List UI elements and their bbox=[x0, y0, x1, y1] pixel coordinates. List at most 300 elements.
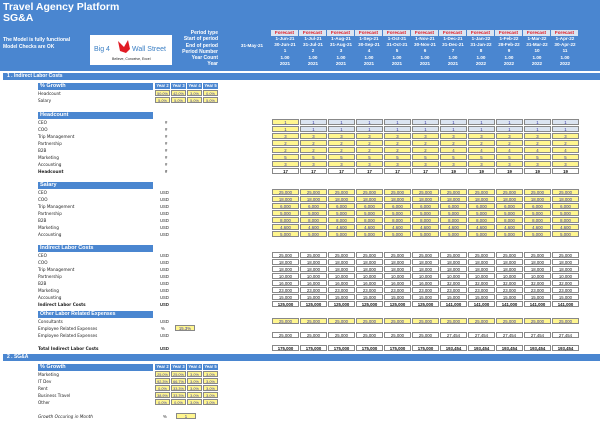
input-cell[interactable]: 38.9% bbox=[155, 392, 170, 398]
cell[interactable]: 15,000 bbox=[496, 294, 523, 300]
cell[interactable]: 23,000 bbox=[328, 287, 355, 293]
cell[interactable]: 25,000 bbox=[328, 252, 355, 258]
cell[interactable]: 6,000 bbox=[384, 203, 411, 209]
cell[interactable]: 25,000 bbox=[328, 332, 355, 338]
cell[interactable]: 18,000 bbox=[300, 259, 327, 265]
cell[interactable]: 3 bbox=[468, 133, 495, 139]
cell[interactable]: 10,000 bbox=[384, 273, 411, 279]
cell[interactable]: 25,000 bbox=[300, 252, 327, 258]
cell[interactable]: 25,000 bbox=[272, 252, 299, 258]
cell[interactable]: 5,000 bbox=[300, 210, 327, 216]
cell[interactable]: 8,000 bbox=[496, 217, 523, 223]
cell[interactable]: 18,000 bbox=[468, 196, 495, 202]
cell[interactable]: 4,600 bbox=[468, 224, 495, 230]
cell[interactable]: 3 bbox=[496, 161, 523, 167]
cell[interactable]: 1 bbox=[412, 126, 439, 132]
cell[interactable]: 1 bbox=[300, 126, 327, 132]
cell[interactable]: 4 bbox=[440, 147, 467, 153]
cell[interactable]: 10,000 bbox=[412, 273, 439, 279]
cell[interactable]: 18,000 bbox=[356, 259, 383, 265]
cell[interactable]: 193,454 bbox=[524, 345, 551, 351]
cell[interactable]: 27,454 bbox=[440, 332, 467, 338]
cell[interactable]: 2 bbox=[328, 140, 355, 146]
cell[interactable]: 5 bbox=[384, 154, 411, 160]
cell[interactable]: 18,000 bbox=[356, 266, 383, 272]
cell[interactable]: 125,000 bbox=[300, 301, 327, 307]
cell[interactable]: 17 bbox=[272, 168, 299, 174]
cell[interactable]: 25,000 bbox=[272, 189, 299, 195]
cell[interactable]: 15,000 bbox=[356, 294, 383, 300]
cell[interactable]: 5,000 bbox=[496, 210, 523, 216]
cell[interactable]: 4,600 bbox=[524, 224, 551, 230]
section-indirect-labor[interactable]: 1 . Indirect Labor Costs bbox=[3, 73, 600, 80]
cell[interactable]: 2 bbox=[524, 140, 551, 146]
cell[interactable]: 2 bbox=[272, 147, 299, 153]
cell[interactable]: 5,000 bbox=[356, 210, 383, 216]
cell[interactable]: 25,000 bbox=[300, 189, 327, 195]
cell[interactable]: 3 bbox=[272, 133, 299, 139]
cell[interactable]: 5,000 bbox=[552, 231, 579, 237]
cell[interactable]: 15,000 bbox=[272, 294, 299, 300]
cell[interactable]: 18,000 bbox=[552, 259, 579, 265]
cell[interactable]: 125,000 bbox=[272, 301, 299, 307]
cell[interactable]: 2 bbox=[300, 140, 327, 146]
cell[interactable]: 6,000 bbox=[524, 203, 551, 209]
cell[interactable]: 175,000 bbox=[300, 345, 327, 351]
cell[interactable]: 1 bbox=[328, 119, 355, 125]
cell[interactable]: 25,000 bbox=[496, 189, 523, 195]
cell[interactable]: 25,000 bbox=[412, 189, 439, 195]
cell[interactable]: 1 bbox=[468, 119, 495, 125]
cell[interactable]: 2 bbox=[496, 140, 523, 146]
cell[interactable]: 25,000 bbox=[384, 318, 411, 324]
cell[interactable]: 19 bbox=[440, 168, 467, 174]
cell[interactable]: 25,000 bbox=[524, 318, 551, 324]
cell[interactable]: 10,000 bbox=[300, 273, 327, 279]
cell[interactable]: 25,000 bbox=[300, 318, 327, 324]
cell[interactable]: 2 bbox=[384, 140, 411, 146]
cell[interactable]: 18,000 bbox=[468, 266, 495, 272]
cell[interactable]: 23,000 bbox=[524, 287, 551, 293]
cell[interactable]: 3 bbox=[412, 133, 439, 139]
cell[interactable]: 25,000 bbox=[412, 252, 439, 258]
input-cell[interactable]: 0.0% bbox=[171, 399, 186, 405]
cell[interactable]: 8,000 bbox=[468, 217, 495, 223]
cell[interactable]: 25,000 bbox=[328, 189, 355, 195]
cell[interactable]: 23,000 bbox=[440, 287, 467, 293]
cell[interactable]: 18,000 bbox=[272, 196, 299, 202]
input-cell[interactable]: 3.0% bbox=[203, 371, 218, 377]
cell[interactable]: 18,000 bbox=[384, 266, 411, 272]
cell[interactable]: 16,000 bbox=[300, 280, 327, 286]
cell[interactable]: 5,000 bbox=[328, 210, 355, 216]
cell[interactable]: 1 bbox=[384, 126, 411, 132]
cell[interactable]: 32,000 bbox=[496, 280, 523, 286]
cell[interactable]: 25,000 bbox=[496, 318, 523, 324]
cell[interactable]: 5,000 bbox=[440, 210, 467, 216]
cell[interactable]: 23,000 bbox=[272, 287, 299, 293]
cell[interactable]: 18,000 bbox=[328, 266, 355, 272]
cell[interactable]: 15,000 bbox=[440, 294, 467, 300]
input-cell[interactable]: 3.0% bbox=[187, 399, 202, 405]
cell[interactable]: 3 bbox=[300, 133, 327, 139]
cell[interactable]: 8,000 bbox=[328, 217, 355, 223]
cell[interactable]: 32,000 bbox=[468, 280, 495, 286]
cell[interactable]: 1 bbox=[440, 126, 467, 132]
cell[interactable]: 125,000 bbox=[384, 301, 411, 307]
cell[interactable]: 4,600 bbox=[412, 224, 439, 230]
cell[interactable]: 16,000 bbox=[412, 280, 439, 286]
cell[interactable]: 3 bbox=[412, 161, 439, 167]
cell[interactable]: 10,000 bbox=[272, 273, 299, 279]
cell[interactable]: 1 bbox=[356, 119, 383, 125]
input-cell[interactable]: 5.0% bbox=[171, 97, 186, 103]
input-cell[interactable]: 50.0% bbox=[155, 90, 170, 96]
input-cell[interactable]: 0.0% bbox=[155, 385, 170, 391]
input-cell[interactable]: 3.0% bbox=[203, 378, 218, 384]
cell[interactable]: 10,000 bbox=[440, 273, 467, 279]
cell[interactable]: 175,000 bbox=[356, 345, 383, 351]
cell[interactable]: 5 bbox=[496, 154, 523, 160]
cell[interactable]: 25,000 bbox=[552, 318, 579, 324]
cell[interactable]: 5 bbox=[468, 154, 495, 160]
input-cell[interactable]: 3.0% bbox=[203, 385, 218, 391]
cell[interactable]: 193,454 bbox=[468, 345, 495, 351]
cell[interactable]: 141,000 bbox=[440, 301, 467, 307]
cell[interactable]: 25,000 bbox=[440, 318, 467, 324]
cell[interactable]: 16,000 bbox=[384, 280, 411, 286]
cell[interactable]: 25,000 bbox=[384, 189, 411, 195]
cell[interactable]: 15,000 bbox=[384, 294, 411, 300]
cell[interactable]: 18,000 bbox=[272, 266, 299, 272]
cell[interactable]: 5,000 bbox=[272, 231, 299, 237]
cell[interactable]: 23,000 bbox=[384, 287, 411, 293]
cell[interactable]: 18,000 bbox=[412, 259, 439, 265]
cell[interactable]: 25,000 bbox=[356, 332, 383, 338]
cell[interactable]: 5 bbox=[356, 154, 383, 160]
input-cell[interactable]: 0.0% bbox=[203, 90, 218, 96]
cell[interactable]: 18,000 bbox=[440, 259, 467, 265]
cell[interactable]: 1 bbox=[468, 126, 495, 132]
cell[interactable]: 25,000 bbox=[524, 252, 551, 258]
cell[interactable]: 18,000 bbox=[300, 266, 327, 272]
cell[interactable]: 141,000 bbox=[524, 301, 551, 307]
cell[interactable]: 18,000 bbox=[496, 259, 523, 265]
cell[interactable]: 5,000 bbox=[356, 231, 383, 237]
cell[interactable]: 5 bbox=[300, 154, 327, 160]
cell[interactable]: 16,000 bbox=[356, 280, 383, 286]
input-cell[interactable]: 33.3% bbox=[171, 392, 186, 398]
cell[interactable]: 18,000 bbox=[412, 266, 439, 272]
cell[interactable]: 25,000 bbox=[468, 189, 495, 195]
cell[interactable]: 5,000 bbox=[272, 210, 299, 216]
cell[interactable]: 18,000 bbox=[468, 259, 495, 265]
cell[interactable]: 27,454 bbox=[496, 332, 523, 338]
cell[interactable]: 2 bbox=[356, 147, 383, 153]
input-cell[interactable]: 3.0% bbox=[187, 371, 202, 377]
cell[interactable]: 27,454 bbox=[524, 332, 551, 338]
section-sga[interactable]: 2 . SG&A bbox=[3, 354, 600, 361]
cell[interactable]: 141,000 bbox=[496, 301, 523, 307]
cell[interactable]: 15,000 bbox=[412, 294, 439, 300]
cell[interactable]: 27,454 bbox=[468, 332, 495, 338]
cell[interactable]: 4,600 bbox=[328, 224, 355, 230]
cell[interactable]: 3 bbox=[300, 161, 327, 167]
cell[interactable]: 18,000 bbox=[300, 196, 327, 202]
cell[interactable]: 2 bbox=[272, 140, 299, 146]
cell[interactable]: 17 bbox=[300, 168, 327, 174]
cell[interactable]: 23,000 bbox=[468, 287, 495, 293]
cell[interactable]: 25,000 bbox=[496, 252, 523, 258]
cell[interactable]: 5,000 bbox=[552, 210, 579, 216]
cell[interactable]: 10,000 bbox=[328, 273, 355, 279]
cell[interactable]: 6,000 bbox=[496, 203, 523, 209]
cell[interactable]: 18,000 bbox=[272, 259, 299, 265]
cell[interactable]: 8,000 bbox=[384, 217, 411, 223]
cell[interactable]: 1 bbox=[300, 119, 327, 125]
cell[interactable]: 1 bbox=[440, 119, 467, 125]
cell[interactable]: 193,454 bbox=[496, 345, 523, 351]
cell[interactable]: 3 bbox=[384, 133, 411, 139]
cell[interactable]: 5,000 bbox=[468, 231, 495, 237]
cell[interactable]: 23,000 bbox=[552, 287, 579, 293]
cell[interactable]: 8,000 bbox=[412, 217, 439, 223]
cell[interactable]: 125,000 bbox=[328, 301, 355, 307]
cell[interactable]: 25,000 bbox=[356, 189, 383, 195]
cell[interactable]: 3 bbox=[496, 133, 523, 139]
cell[interactable]: 23,000 bbox=[356, 287, 383, 293]
cell[interactable]: 8,000 bbox=[300, 217, 327, 223]
input-cell[interactable]: 25.0% bbox=[171, 371, 186, 377]
ere-pct-input[interactable]: 15.3% bbox=[175, 325, 195, 331]
cell[interactable]: 25,000 bbox=[272, 318, 299, 324]
input-cell[interactable]: 5.0% bbox=[187, 97, 202, 103]
cell[interactable]: 1 bbox=[412, 119, 439, 125]
cell[interactable]: 25,000 bbox=[440, 252, 467, 258]
cell[interactable]: 6,000 bbox=[412, 203, 439, 209]
cell[interactable]: 141,000 bbox=[552, 301, 579, 307]
cell[interactable]: 18,000 bbox=[440, 266, 467, 272]
cell[interactable]: 3 bbox=[328, 161, 355, 167]
cell[interactable]: 141,000 bbox=[468, 301, 495, 307]
input-cell[interactable]: 5.0% bbox=[203, 97, 218, 103]
cell[interactable]: 15,000 bbox=[468, 294, 495, 300]
cell[interactable]: 23,000 bbox=[300, 287, 327, 293]
cell[interactable]: 6,000 bbox=[328, 203, 355, 209]
cell[interactable]: 4 bbox=[552, 147, 579, 153]
cell[interactable]: 1 bbox=[384, 119, 411, 125]
cell[interactable]: 25,000 bbox=[468, 252, 495, 258]
input-cell[interactable]: 0.0% bbox=[155, 399, 170, 405]
cell[interactable]: 18,000 bbox=[356, 196, 383, 202]
cell[interactable]: 2 bbox=[328, 147, 355, 153]
cell[interactable]: 1 bbox=[328, 126, 355, 132]
cell[interactable]: 2 bbox=[384, 147, 411, 153]
cell[interactable]: 19 bbox=[468, 168, 495, 174]
cell[interactable]: 18,000 bbox=[552, 266, 579, 272]
cell[interactable]: 3 bbox=[552, 133, 579, 139]
cell[interactable]: 18,000 bbox=[496, 196, 523, 202]
cell[interactable]: 5,000 bbox=[384, 231, 411, 237]
input-cell[interactable]: 3.0% bbox=[203, 399, 218, 405]
cell[interactable]: 5,000 bbox=[412, 210, 439, 216]
cell[interactable]: 18,000 bbox=[552, 196, 579, 202]
cell[interactable]: 2 bbox=[356, 140, 383, 146]
cell[interactable]: 5,000 bbox=[496, 231, 523, 237]
cell[interactable]: 6,000 bbox=[552, 203, 579, 209]
cell[interactable]: 25,000 bbox=[552, 189, 579, 195]
cell[interactable]: 19 bbox=[496, 168, 523, 174]
cell[interactable]: 6,000 bbox=[356, 203, 383, 209]
cell[interactable]: 5,000 bbox=[384, 210, 411, 216]
cell[interactable]: 3 bbox=[328, 133, 355, 139]
cell[interactable]: 25,000 bbox=[272, 332, 299, 338]
input-cell[interactable]: 42.0% bbox=[171, 90, 186, 96]
cell[interactable]: 2 bbox=[300, 147, 327, 153]
cell[interactable]: 19 bbox=[524, 168, 551, 174]
cell[interactable]: 5,000 bbox=[524, 210, 551, 216]
cell[interactable]: 6,000 bbox=[440, 203, 467, 209]
cell[interactable]: 8,000 bbox=[272, 217, 299, 223]
cell[interactable]: 18,000 bbox=[328, 196, 355, 202]
cell[interactable]: 1 bbox=[524, 126, 551, 132]
cell[interactable]: 8,000 bbox=[524, 217, 551, 223]
cell[interactable]: 17 bbox=[356, 168, 383, 174]
cell[interactable]: 17 bbox=[384, 168, 411, 174]
cell[interactable]: 23,000 bbox=[412, 287, 439, 293]
cell[interactable]: 4,600 bbox=[300, 224, 327, 230]
cell[interactable]: 3 bbox=[440, 133, 467, 139]
cell[interactable]: 5 bbox=[272, 154, 299, 160]
cell[interactable]: 5 bbox=[412, 154, 439, 160]
cell[interactable]: 3 bbox=[524, 133, 551, 139]
cell[interactable]: 4,600 bbox=[440, 224, 467, 230]
cell[interactable]: 2 bbox=[552, 140, 579, 146]
cell[interactable]: 27,454 bbox=[552, 332, 579, 338]
cell[interactable]: 10,000 bbox=[468, 273, 495, 279]
cell[interactable]: 17 bbox=[412, 168, 439, 174]
cell[interactable]: 5 bbox=[524, 154, 551, 160]
cell[interactable]: 16,000 bbox=[328, 280, 355, 286]
cell[interactable]: 32,000 bbox=[440, 280, 467, 286]
cell[interactable]: 25,000 bbox=[552, 252, 579, 258]
input-cell[interactable]: 25.0% bbox=[155, 371, 170, 377]
cell[interactable]: 15,000 bbox=[524, 294, 551, 300]
cell[interactable]: 18,000 bbox=[412, 196, 439, 202]
input-cell[interactable]: 92.3% bbox=[155, 378, 170, 384]
input-cell[interactable]: 3.0% bbox=[187, 385, 202, 391]
cell[interactable]: 25,000 bbox=[524, 189, 551, 195]
cell[interactable]: 25,000 bbox=[412, 318, 439, 324]
cell[interactable]: 6,000 bbox=[468, 203, 495, 209]
cell[interactable]: 5,000 bbox=[300, 231, 327, 237]
cell[interactable]: 2 bbox=[412, 140, 439, 146]
cell[interactable]: 10,000 bbox=[552, 273, 579, 279]
cell[interactable]: 25,000 bbox=[412, 332, 439, 338]
cell[interactable]: 3 bbox=[552, 161, 579, 167]
cell[interactable]: 8,000 bbox=[440, 217, 467, 223]
growth-month-input[interactable]: 1 bbox=[176, 413, 196, 419]
cell[interactable]: 4,600 bbox=[384, 224, 411, 230]
cell[interactable]: 4 bbox=[468, 147, 495, 153]
cell[interactable]: 25,000 bbox=[384, 332, 411, 338]
cell[interactable]: 1 bbox=[552, 119, 579, 125]
cell[interactable]: 5,000 bbox=[328, 231, 355, 237]
cell[interactable]: 4,600 bbox=[356, 224, 383, 230]
cell[interactable]: 5,000 bbox=[524, 231, 551, 237]
cell[interactable]: 5 bbox=[552, 154, 579, 160]
input-cell[interactable]: 66.7% bbox=[171, 378, 186, 384]
cell[interactable]: 5 bbox=[440, 154, 467, 160]
cell[interactable]: 25,000 bbox=[328, 318, 355, 324]
input-cell[interactable]: 3.0% bbox=[187, 90, 202, 96]
cell[interactable]: 25,000 bbox=[356, 318, 383, 324]
cell[interactable]: 125,000 bbox=[412, 301, 439, 307]
cell[interactable]: 4,600 bbox=[552, 224, 579, 230]
cell[interactable]: 175,000 bbox=[384, 345, 411, 351]
cell[interactable]: 18,000 bbox=[524, 266, 551, 272]
cell[interactable]: 4 bbox=[524, 147, 551, 153]
cell[interactable]: 15,000 bbox=[328, 294, 355, 300]
cell[interactable]: 25,000 bbox=[356, 252, 383, 258]
input-cell[interactable]: 3.0% bbox=[203, 392, 218, 398]
cell[interactable]: 1 bbox=[496, 126, 523, 132]
cell[interactable]: 175,000 bbox=[412, 345, 439, 351]
cell[interactable]: 4,600 bbox=[272, 224, 299, 230]
cell[interactable]: 1 bbox=[272, 119, 299, 125]
cell[interactable]: 5 bbox=[328, 154, 355, 160]
cell[interactable]: 18,000 bbox=[440, 196, 467, 202]
cell[interactable]: 25,000 bbox=[300, 332, 327, 338]
cell[interactable]: 3 bbox=[356, 133, 383, 139]
input-cell[interactable]: 33.3% bbox=[171, 385, 186, 391]
cell[interactable]: 10,000 bbox=[524, 273, 551, 279]
cell[interactable]: 15,000 bbox=[300, 294, 327, 300]
cell[interactable]: 25,000 bbox=[468, 318, 495, 324]
cell[interactable]: 3 bbox=[524, 161, 551, 167]
cell[interactable]: 5,000 bbox=[412, 231, 439, 237]
cell[interactable]: 10,000 bbox=[356, 273, 383, 279]
cell[interactable]: 18,000 bbox=[524, 196, 551, 202]
cell[interactable]: 19 bbox=[552, 168, 579, 174]
cell[interactable]: 1 bbox=[552, 126, 579, 132]
cell[interactable]: 32,000 bbox=[552, 280, 579, 286]
cell[interactable]: 5,000 bbox=[468, 210, 495, 216]
cell[interactable]: 4,600 bbox=[496, 224, 523, 230]
cell[interactable]: 3 bbox=[440, 161, 467, 167]
input-cell[interactable]: 3.0% bbox=[187, 392, 202, 398]
cell[interactable]: 6,000 bbox=[300, 203, 327, 209]
cell[interactable]: 8,000 bbox=[552, 217, 579, 223]
input-cell[interactable]: 5.0% bbox=[155, 97, 170, 103]
cell[interactable]: 4 bbox=[496, 147, 523, 153]
cell[interactable]: 3 bbox=[356, 161, 383, 167]
cell[interactable]: 1 bbox=[356, 126, 383, 132]
cell[interactable]: 8,000 bbox=[356, 217, 383, 223]
cell[interactable]: 3 bbox=[468, 161, 495, 167]
cell[interactable]: 1 bbox=[524, 119, 551, 125]
cell[interactable]: 18,000 bbox=[384, 259, 411, 265]
cell[interactable]: 18,000 bbox=[328, 259, 355, 265]
cell[interactable]: 6,000 bbox=[272, 203, 299, 209]
cell[interactable]: 193,454 bbox=[552, 345, 579, 351]
cell[interactable]: 2 bbox=[468, 140, 495, 146]
cell[interactable]: 125,000 bbox=[356, 301, 383, 307]
cell[interactable]: 18,000 bbox=[384, 196, 411, 202]
cell[interactable]: 175,000 bbox=[328, 345, 355, 351]
cell[interactable]: 32,000 bbox=[524, 280, 551, 286]
cell[interactable]: 15,000 bbox=[552, 294, 579, 300]
